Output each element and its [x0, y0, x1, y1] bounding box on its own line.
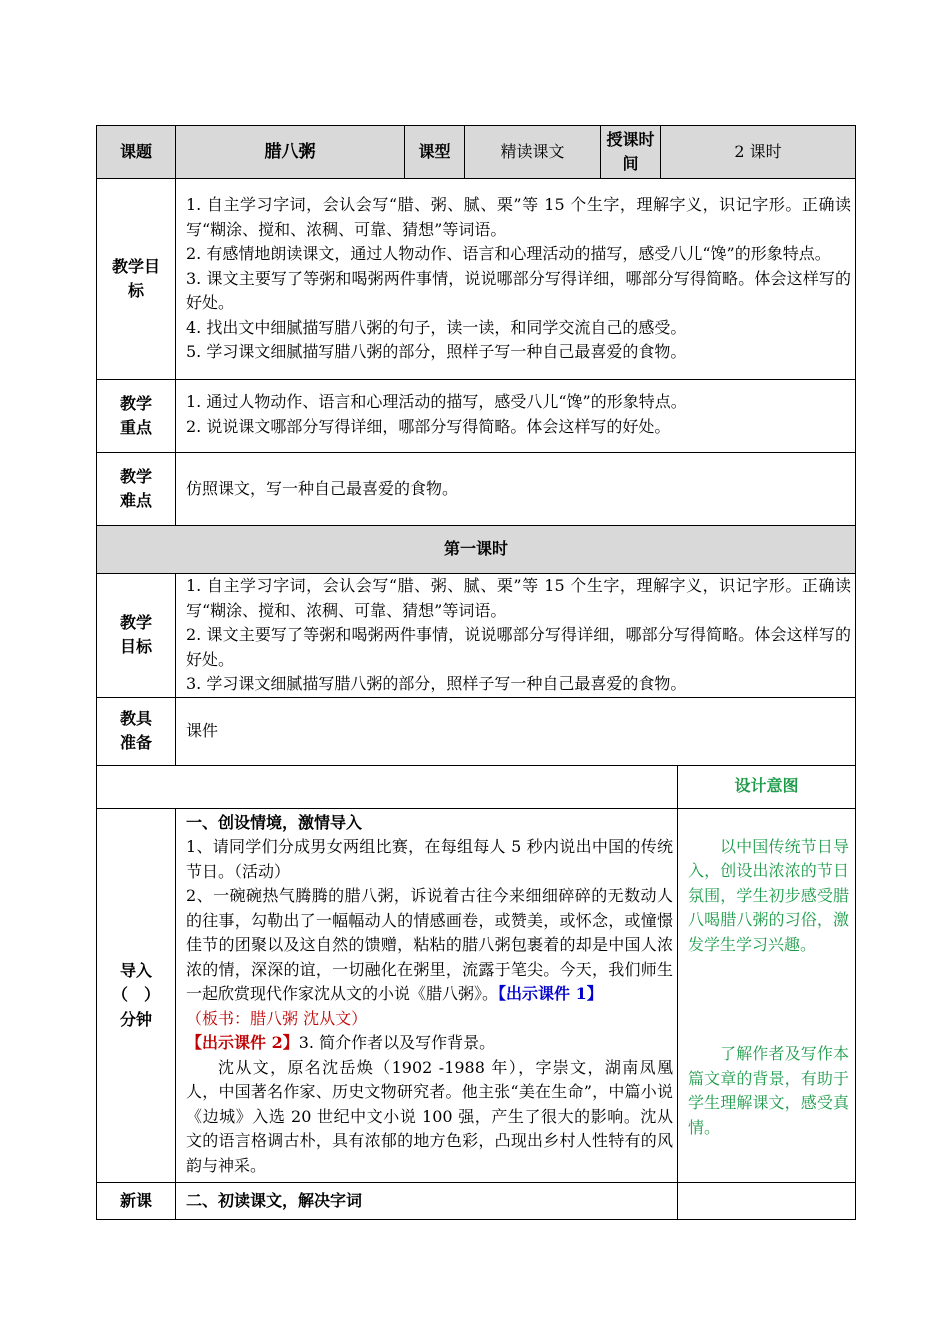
focus-label: 教学重点	[97, 380, 176, 453]
topic-value: 腊八粥	[176, 126, 405, 179]
lesson1-goal-item: 3. 学习课文细腻描写腊八粥的部分，照样子写一种自己最喜爱的食物。	[186, 674, 687, 693]
intro-paragraph: 1、请同学们分成男女两组比赛，在每组每人 5 秒内说出中国的传统节日。（活动）	[186, 837, 673, 881]
time-label: 授课时间	[601, 126, 661, 179]
goal-item: 2. 有感情地朗读课文，通过人物动作、语言和心理活动的描写，感受八儿“馋”的形象特点。	[186, 244, 831, 264]
intent-note: 了解作者及写作本篇文章的背景，有助于学生理解课文，感受真情。	[688, 1044, 849, 1137]
courseware-2-tag: 【出示课件 2】	[186, 1033, 299, 1052]
lesson1-goal-item: 1. 自主学习字词，会认会写“腊、粥、腻、栗”等 15 个生字，理解字义，识记字形。正确读写“糊涂、搅和、浓稠、可靠、猜想”等词语。	[186, 576, 851, 620]
intro-label: 导入（ ）分钟	[97, 808, 176, 1183]
intro-paragraph: 【出示课件 2】3. 简介作者以及写作背景。	[186, 1033, 496, 1052]
type-label: 课型	[405, 126, 465, 179]
focus-item: 2. 说说课文哪部分写得详细，哪部分写得简略。体会这样写的好处。	[186, 416, 671, 436]
lesson1-title-row	[97, 526, 856, 574]
goals-row	[97, 179, 856, 380]
blank-cell	[97, 765, 678, 808]
courseware-1-tag: 【出示课件 1】	[498, 984, 603, 1003]
goals-content	[176, 179, 856, 380]
blank-cell	[678, 1183, 856, 1220]
newlesson-heading: 二、初读课文，解决字词	[176, 1183, 678, 1220]
difficulty-row	[97, 453, 856, 526]
focus-row	[97, 380, 856, 453]
intent-header: 设计意图	[678, 765, 856, 808]
focus-item: 1. 通过人物动作、语言和心理活动的描写，感受八儿“馋”的形象特点。	[186, 392, 687, 411]
tools-value: 课件	[176, 697, 856, 765]
intent-note: 以中国传统节日导入，创设出浓浓的节日氛围，学生初步感受腊八喝腊八粥的习俗，激发学生学习兴趣。	[688, 836, 849, 954]
board-note: （板书：腊八粥 沈从文）	[186, 1008, 368, 1028]
difficulty-content: 仿照课文，写一种自己最喜爱的食物。	[176, 453, 856, 526]
lesson1-goals-label: 教学目标	[97, 574, 176, 698]
goal-item: 4. 找出文中细腻描写腊八粥的句子，读一读，和同学交流自己的感受。	[186, 317, 687, 337]
newlesson-row	[97, 1183, 856, 1220]
goals-label: 教学目标	[97, 179, 176, 380]
intro-intent	[678, 808, 856, 1183]
lesson1-goal-item: 2. 课文主要写了等粥和喝粥两件事情，说说哪部分写得详细，哪部分写得简略。体会这样写的好处。	[186, 625, 851, 669]
goal-item: 3. 课文主要写了等粥和喝粥两件事情，说说哪部分写得详细，哪部分写得简略。体会这样写的好处。	[186, 268, 851, 313]
difficulty-label: 教学难点	[97, 453, 176, 526]
intro-paragraph-text: 2、一碗碗热气腾腾的腊八粥，诉说着古往今来细细碎碎的无数动人的往事，勾勒出了一幅幅动人的情感画卷，或赞美，或怀念，或憧憬佳节的团聚以及这自然的馈赠，粘粘的腊八粥包裹着的却是中国人浓浓的情，深深的谊，一切融化在粥里，流露于笔尖。今天，我们师生一起欣赏现代作家沈从文的小说《腊八粥》。	[186, 886, 673, 1003]
tools-label: 教具准备	[97, 697, 176, 765]
intro-row	[97, 808, 856, 1183]
lesson1-goals-content	[176, 574, 856, 698]
header-row	[97, 126, 856, 179]
lesson1-title: 第一课时	[97, 526, 856, 574]
newlesson-label: 新课	[97, 1183, 176, 1220]
intro-heading: 一、创设情境，激情导入	[186, 812, 363, 832]
topic-label: 课题	[97, 126, 176, 179]
goal-item: 1. 自主学习字词，会认会写“腊、粥、腻、栗”等 15 个生字，理解字义，识记字形。正确读写“糊涂、搅和、浓稠、可靠、猜想”等词语。	[186, 195, 851, 239]
lesson-plan-table	[96, 125, 856, 1220]
goal-item: 5. 学习课文细腻描写腊八粥的部分，照样子写一种自己最喜爱的食物。	[186, 342, 687, 362]
lesson1-goals-row	[97, 574, 856, 698]
intent-header-row	[97, 765, 856, 808]
intro-paragraph	[186, 884, 673, 1007]
tools-row	[97, 697, 856, 765]
focus-content	[176, 380, 856, 453]
intro-content	[176, 808, 678, 1183]
author-intro: 沈从文，原名沈岳焕（1902 -1988 年），字崇文，湖南凤凰人，中国著名作家、历史文物研究者。他主张“美在生命”，中篇小说《边城》入选 20 世纪中文小说 100 强，产生了很大的影响。沈从文的语言格调古朴，具有浓郁的地方色彩，凸现出乡村人性特有的风韵与神采。	[186, 1057, 673, 1175]
type-value: 精读课文	[465, 126, 601, 179]
time-value: 2 课时	[661, 126, 856, 179]
